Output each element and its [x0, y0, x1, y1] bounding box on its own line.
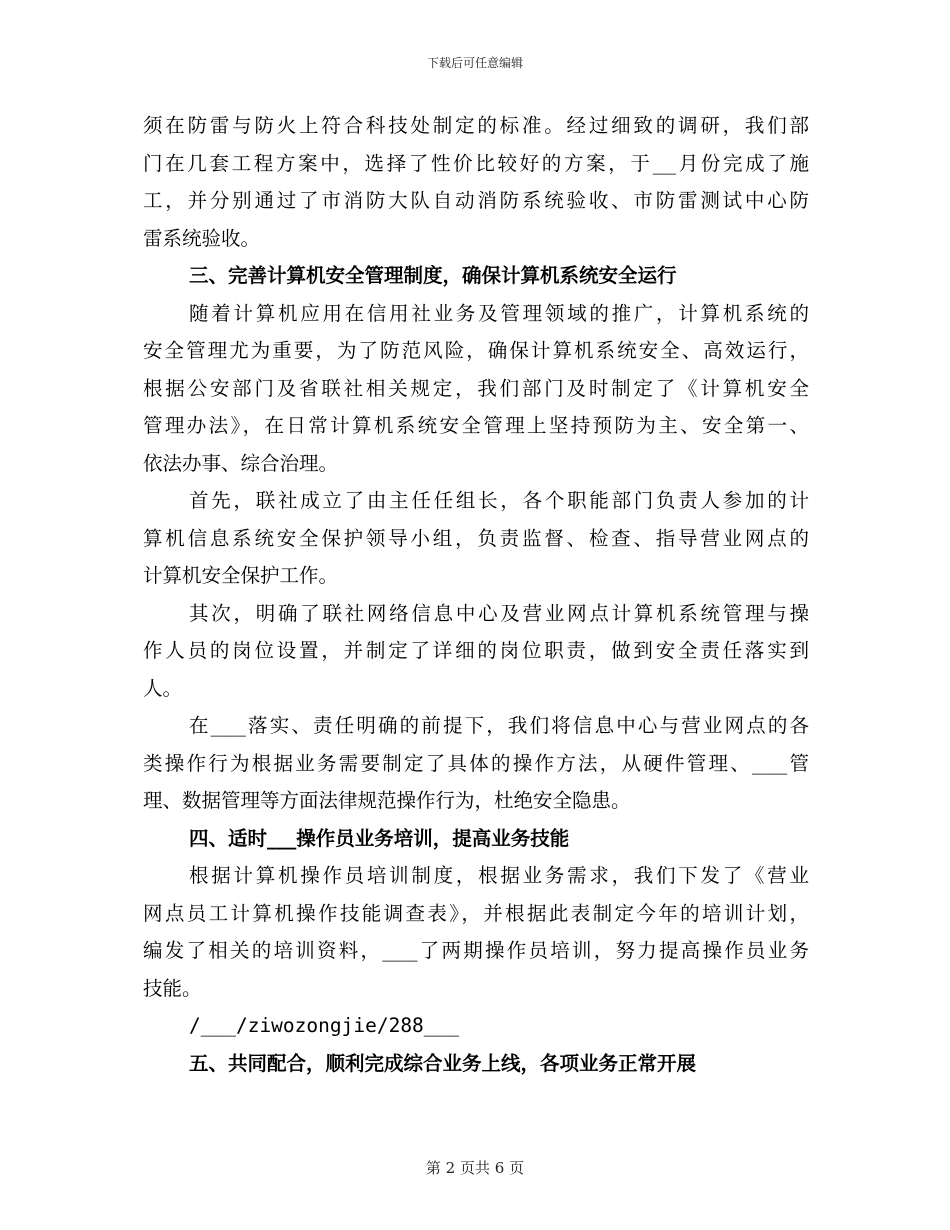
paragraph-line: 作人员的岗位设置，并制定了详细的岗位职责，做到安全责任落实到 — [143, 639, 809, 662]
paragraph-line: 工，并分别通过了市消防大队自动消防系统验收、市防雷测试中心防 — [143, 189, 809, 212]
paragraph-line: 根据计算机操作员培训制度，根据业务需求，我们下发了《营业 — [189, 864, 809, 887]
paragraph-line: 类操作行为根据业务需要制定了具体的操作方法，从硬件管理、___管 — [143, 751, 809, 775]
paragraph-line: 首先，联社成立了由主任任组长，各个职能部门负责人参加的计 — [189, 489, 809, 512]
paragraph-line: 门在几套工程方案中，选择了性价比较好的方案，于__月份完成了施 — [143, 151, 809, 175]
section-heading: 五、共同配合，顺利完成综合业务上线，各项业务正常开展 — [189, 1051, 697, 1075]
paragraph-line: 其次，明确了联社网络信息中心及营业网点计算机系统管理与操 — [189, 601, 809, 625]
paragraph-line: 管理办法》，在日常计算机系统安全管理上坚持预防为主、安全第一、 — [143, 414, 809, 437]
paragraph-line: 网点员工计算机操作技能调查表》，并根据此表制定今年的培训计划， — [143, 901, 809, 925]
section-heading: 三、完善计算机安全管理制度，确保计算机系统安全运行 — [189, 264, 677, 287]
paragraph-line: 计算机安全保护工作。 — [143, 564, 339, 587]
section-heading: 四、适时___操作员业务培训，提高业务技能 — [189, 826, 570, 850]
paragraph-line: 依法办事、综合治理。 — [143, 451, 339, 475]
url-fragment: /___/ziwozongjie/288___ — [189, 1014, 460, 1037]
paragraph-line: 技能。 — [143, 976, 202, 1000]
paragraph-line: 根据公安部门及省联社相关规定，我们部门及时制定了《计算机安全 — [143, 376, 809, 400]
paragraph-line: 编发了相关的培训资料，___了两期操作员培训，努力提高操作员业务 — [143, 939, 809, 962]
paragraph-line: 雷系统验收。 — [143, 226, 261, 250]
paragraph-line: 在___落实、责任明确的前提下，我们将信息中心与营业网点的各 — [189, 714, 809, 737]
paragraph-line: 安全管理尤为重要，为了防范风险，确保计算机系统安全、高效运行， — [143, 339, 809, 362]
paragraph-line: 算机信息系统安全保护领导小组，负责监督、检查、指导营业网点的 — [143, 526, 809, 550]
paragraph-line: 须在防雷与防火上符合科技处制定的标准。经过细致的调研，我们部 — [143, 114, 809, 137]
page-header: 下载后可任意编辑 — [426, 56, 523, 70]
paragraph-line: 随着计算机应用在信用社业务及管理领域的推广，计算机系统的 — [189, 301, 809, 325]
document-body — [143, 107, 809, 1082]
page-footer: 第 2 页共 6 页 — [425, 1159, 525, 1177]
paragraph-line: 人。 — [143, 676, 183, 700]
paragraph-line: 理、数据管理等方面法律规范操作行为，杜绝安全隐患。 — [143, 789, 631, 812]
